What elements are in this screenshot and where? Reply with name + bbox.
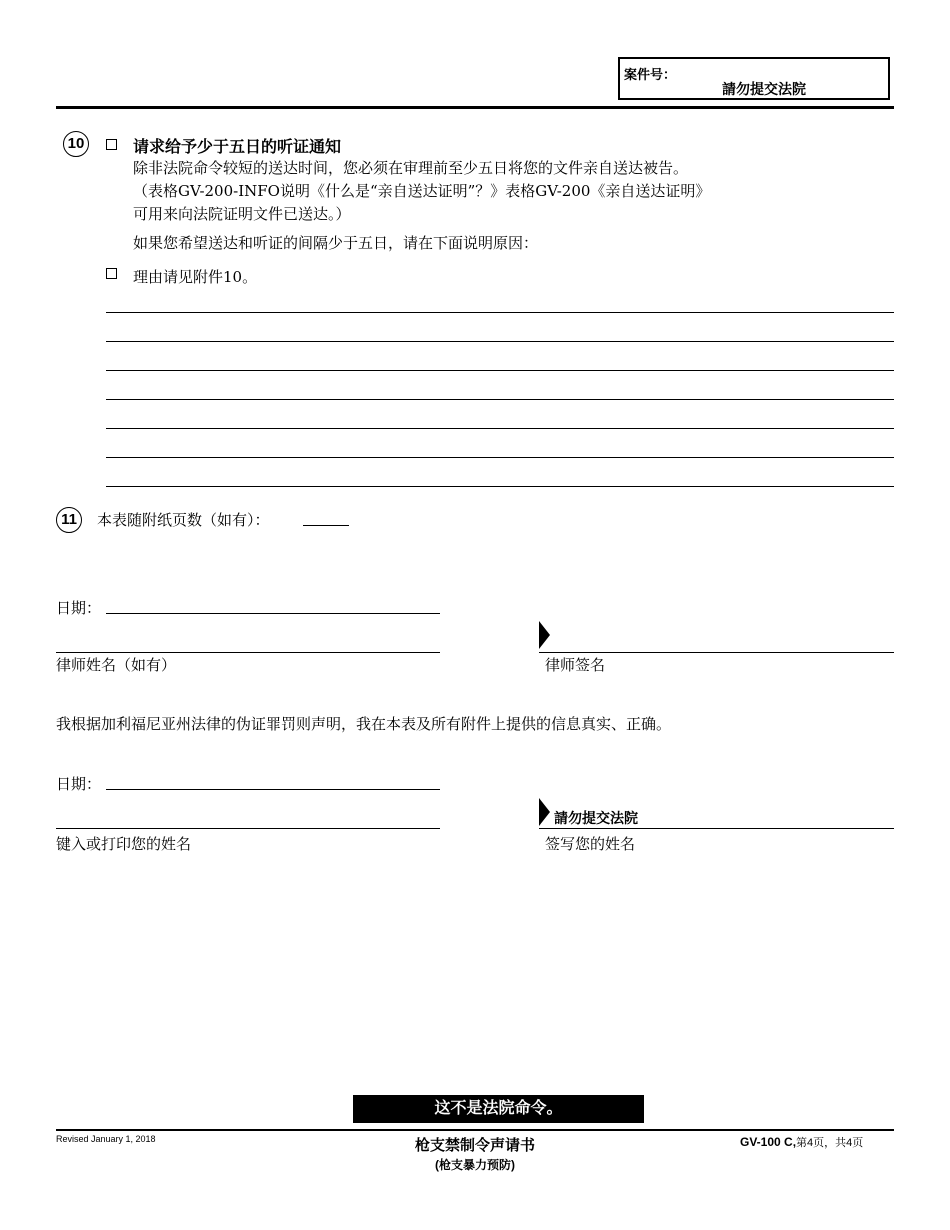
- item-10-instruction: 如果您希望送达和听证的间隔少于五日，请在下面说明原因：: [133, 234, 539, 252]
- attorney-date-label: 日期：: [56, 599, 102, 617]
- attorney-name-label: 律师姓名（如有）: [56, 656, 177, 674]
- item-10-title: 请求给予少于五日的听证通知: [133, 139, 342, 156]
- print-name-label: 键入或打印您的姓名: [56, 835, 192, 853]
- footer-divider: [56, 1129, 894, 1131]
- attachment-10-label: 理由请见附件10。: [133, 268, 258, 286]
- item-10-checkbox[interactable]: [106, 139, 117, 150]
- signature-arrow-icon: [539, 621, 550, 649]
- attorney-signature-field[interactable]: [539, 652, 894, 653]
- item-10-paragraph-line-3: 可用来向法院证明文件已送达。）: [133, 205, 351, 223]
- item-10-paragraph-line-2: （表格GV-200-INFO说明《什么是“亲自送达证明”？》表格GV-200《亲自送达证明》: [133, 182, 711, 200]
- perjury-statement: 我根据加利福尼亚州法律的伪证罪罚则声明，我在本表及所有附件上提供的信息真实、正确。: [56, 715, 672, 733]
- case-number-value[interactable]: 請勿提交法院: [722, 81, 806, 97]
- reason-line-2[interactable]: [106, 341, 894, 342]
- not-a-court-order-notice: 这不是法院命令。: [353, 1095, 644, 1123]
- attorney-name-field[interactable]: [56, 652, 440, 653]
- reason-line-5[interactable]: [106, 428, 894, 429]
- form-subtitle: (枪支暴力预防): [435, 1158, 515, 1172]
- print-name-field[interactable]: [56, 828, 440, 829]
- signature-arrow-icon: [539, 798, 550, 826]
- attached-pages-field[interactable]: [303, 525, 349, 526]
- declarant-date-field[interactable]: [106, 789, 440, 790]
- attorney-date-field[interactable]: [106, 613, 440, 614]
- form-id: [740, 1134, 863, 1150]
- item-10-number: 10: [63, 131, 89, 157]
- reason-line-7[interactable]: [106, 486, 894, 487]
- declarant-date-label: 日期：: [56, 775, 102, 793]
- attachment-10-checkbox[interactable]: [106, 268, 117, 279]
- reason-line-1[interactable]: [106, 312, 894, 313]
- item-11-number: 11: [56, 507, 82, 533]
- declarant-signature-field[interactable]: [539, 828, 894, 829]
- attorney-signature-label: 律师签名: [545, 656, 606, 674]
- item-11-label: 本表随附纸页数（如有）：: [97, 511, 270, 529]
- item-10-paragraph-line-1: 除非法院命令较短的送达时间，您必须在审理前至少五日将您的文件亲自送达被告。: [133, 159, 689, 177]
- declarant-signature-value[interactable]: 請勿提交法院: [554, 810, 638, 826]
- case-number-box: [618, 57, 890, 100]
- reason-line-4[interactable]: [106, 399, 894, 400]
- header-divider: [56, 106, 894, 109]
- form-title: 枪支禁制令声请书: [414, 1137, 535, 1154]
- case-number-label: 案件号：: [624, 67, 677, 82]
- form-code: GV-100 C,: [740, 1135, 797, 1149]
- reason-line-3[interactable]: [106, 370, 894, 371]
- reason-line-6[interactable]: [106, 457, 894, 458]
- revised-date: Revised January 1, 2018: [56, 1134, 156, 1144]
- sign-name-label: 签写您的姓名: [545, 835, 636, 853]
- page-info: 第4页，共4页: [796, 1137, 864, 1149]
